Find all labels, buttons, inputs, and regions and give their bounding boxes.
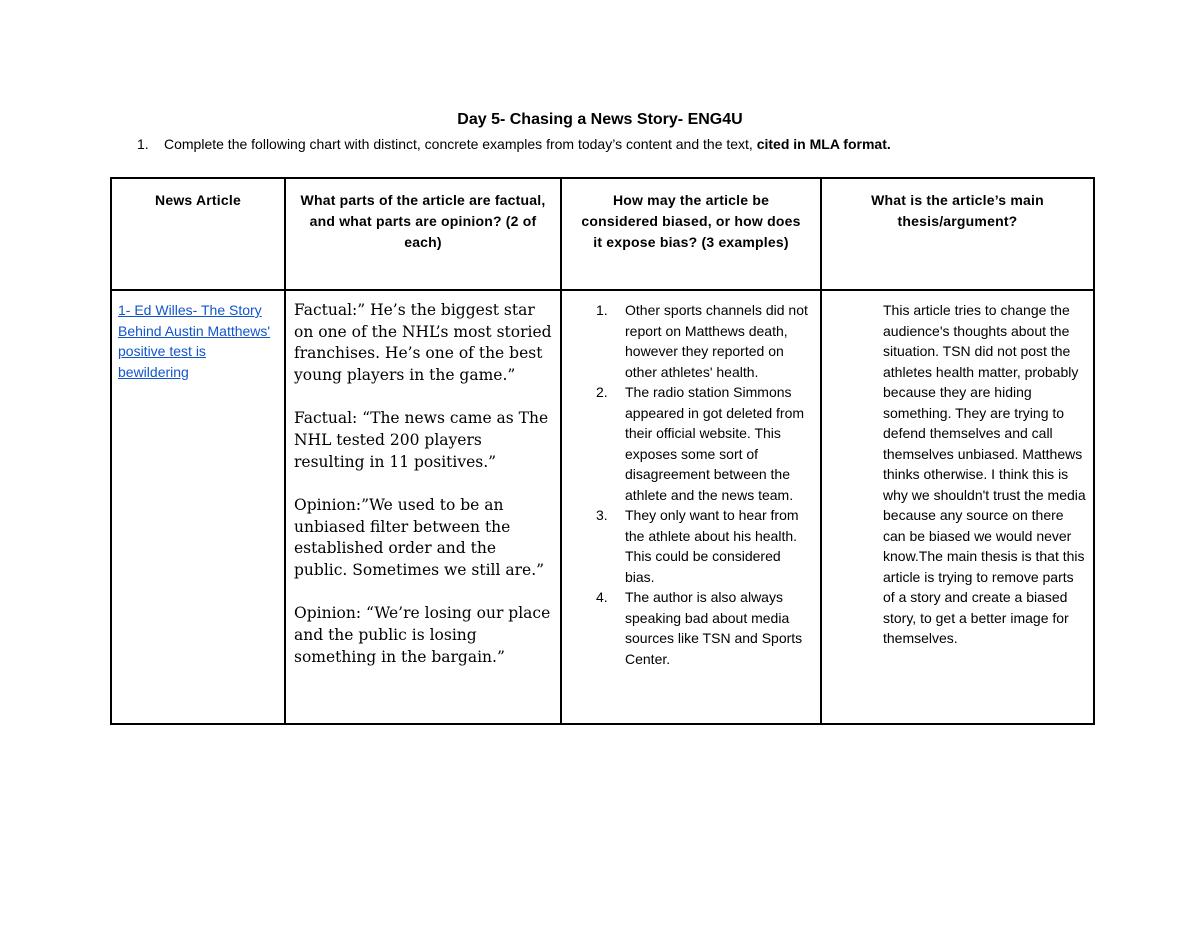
header-thesis: What is the article’s main thesis/argument?	[821, 178, 1094, 290]
list-item-text: They only want to hear from the athlete about his health. This could be considered bias.	[625, 507, 799, 585]
list-marker: 4.	[596, 589, 608, 605]
list-item	[596, 382, 814, 505]
article-cell	[111, 290, 285, 724]
article-link[interactable]: 1- Ed Willes- The Story Behind Austin Matthews' positive test is bewildering	[118, 302, 271, 380]
instruction-number: 1.	[137, 136, 149, 152]
instruction	[137, 135, 891, 154]
table-header-row	[111, 178, 1094, 290]
header-fact-opinion: What parts of the article are factual, and what parts are opinion? (2 of each)	[285, 178, 561, 290]
list-marker: 1.	[596, 302, 608, 318]
list-item	[596, 505, 814, 587]
document-title: Day 5- Chasing a News Story- ENG4U	[457, 111, 743, 128]
opinion-item: Opinion: “We’re losing our place and the public is losing something in the bargain.”	[294, 604, 551, 666]
list-item	[596, 587, 814, 669]
bias-cell	[561, 290, 821, 724]
list-marker: 2.	[596, 384, 608, 400]
list-item-text: The author is also always speaking bad about media sources like TSN and Sports Center.	[625, 589, 803, 667]
list-item-text: The radio station Simmons appeared in got deleted from their official website. This exposes some sort of disagreement between the athlete and the news team.	[625, 384, 805, 503]
fact-item: Factual:” He’s the biggest star on one of the NHL’s most storied franchises. He’s one of the best young players in the game.”	[294, 301, 552, 385]
thesis-text: This article tries to change the audience's thoughts about the situation. TSN did not post the athletes health matter, probably because they are hiding something. They are trying to defend themselves and call themselves unbiased. Matthews thinks otherwise. I think this is why we shouldn't trust the media because any source on there can be biased we would never know.The main thesis is that this article is trying to remove parts of a story and create a biased story, to get a better image for themselves.	[883, 302, 1086, 646]
list-marker: 3.	[596, 507, 608, 523]
thesis-cell	[821, 290, 1094, 724]
news-chart-table	[110, 177, 1095, 725]
table-row	[111, 290, 1094, 724]
header-bias: How may the article be considered biased, or how does it expose bias? (3 examples)	[561, 178, 821, 290]
facts-cell	[285, 290, 561, 724]
header-news-article: News Article	[111, 178, 285, 290]
list-item	[596, 300, 814, 382]
bias-list	[596, 300, 814, 669]
instruction-emphasis: cited in MLA format.	[756, 136, 891, 152]
instruction-text: Complete the following chart with distinct, concrete examples from today’s content and the text,	[164, 136, 757, 152]
fact-item: Factual: “The news came as The NHL tested 200 players resulting in 11 positives.”	[294, 409, 549, 471]
list-item-text: Other sports channels did not report on Matthews death, however they reported on other athletes' health.	[625, 302, 808, 380]
opinion-item: Opinion:”We used to be an unbiased filter between the established order and the public. Sometimes we still are.”	[294, 495, 545, 580]
